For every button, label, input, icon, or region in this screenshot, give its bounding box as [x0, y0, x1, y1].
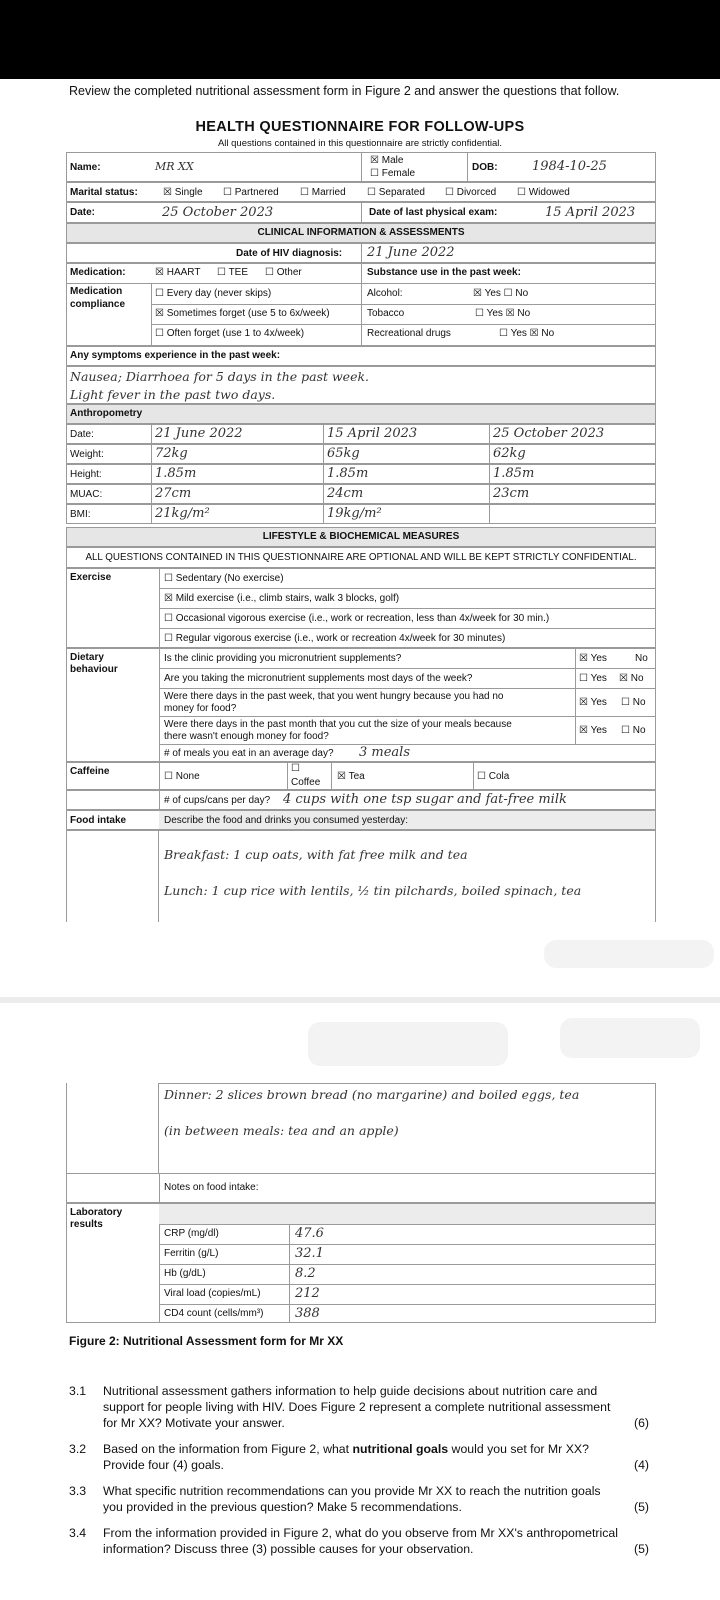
question-text-line: Provide four (4) goals. — [103, 1458, 224, 1472]
marital-option-divorced[interactable]: ☐ Divorced — [445, 187, 497, 198]
caffeine-option-coffee: Coffee — [291, 777, 321, 788]
substance-drugs-value[interactable]: ☐ Yes ☒ No — [499, 328, 555, 339]
blurred-area — [560, 1018, 700, 1058]
question-number: 3.4 — [69, 1526, 87, 1540]
date-row — [66, 202, 656, 223]
name-row — [66, 152, 656, 182]
question-number: 3.2 — [69, 1442, 87, 1456]
dietary-a3-no[interactable]: ☐ No — [621, 697, 646, 708]
medication-block — [66, 263, 656, 346]
dietary-label-1: Dietary — [70, 652, 104, 663]
question-marks: (5) — [633, 1500, 649, 1514]
dietary-label-2: behaviour — [70, 664, 118, 675]
food-breakfast: Breakfast: 1 cup oats, with fat free milk and tea — [164, 847, 468, 862]
anthro-bmi-2: 19kg/m² — [327, 506, 382, 521]
dob-label: DOB: — [472, 162, 498, 173]
exercise-option-regular[interactable]: ☐ Regular vigorous exercise (i.e., work or recreation 4x/week for 30 minutes) — [164, 633, 506, 644]
dietary-a1-yes[interactable]: ☒ Yes — [579, 653, 607, 664]
question-3-3 — [69, 1483, 649, 1515]
anthropometry-label: Anthropometry — [70, 408, 143, 419]
question-text-line: for Mr XX? Motivate your answer. — [103, 1416, 285, 1430]
compliance-option-sometimes[interactable]: ☒ Sometimes forget (use 5 to 6x/week) — [155, 308, 330, 319]
caffeine-row — [66, 762, 656, 790]
symptoms-box — [66, 366, 656, 404]
symptoms-line-2: Light fever in the past two days. — [70, 387, 276, 402]
question-text-line: would you set for Mr XX? — [448, 1442, 589, 1456]
compliance-option-every-day[interactable]: ☐ Every day (never skips) — [155, 288, 272, 299]
question-marks: (6) — [633, 1416, 649, 1430]
symptoms-header-row — [66, 346, 656, 366]
anthro-date-2: 15 April 2023 — [327, 426, 418, 441]
lab-label-1: Laboratory — [70, 1207, 123, 1218]
anthro-row-bmi — [66, 504, 656, 524]
question-number: 3.1 — [69, 1384, 87, 1398]
meals-label: # of meals you eat in an average day? — [164, 748, 334, 759]
optional-note-row — [66, 547, 656, 568]
dietary-a4-no[interactable]: ☐ No — [621, 725, 646, 736]
top-black-bar — [0, 0, 720, 79]
question-marks: (4) — [633, 1458, 649, 1472]
food-intake-label: Food intake — [70, 815, 127, 826]
marital-option-partnered[interactable]: ☐ Partnered — [223, 187, 279, 198]
lab-ferritin-label: Ferritin (g/L) — [164, 1248, 219, 1259]
question-number: 3.3 — [69, 1484, 87, 1498]
optional-note: ALL QUESTIONS CONTAINED IN THIS QUESTIONNAIRE ARE OPTIONAL AND WILL BE KEPT STRICTLY CONFIDENTIAL. — [85, 552, 637, 563]
lab-crp-label: CRP (mg/dl) — [164, 1228, 219, 1239]
food-notes-row — [66, 1173, 656, 1203]
food-intake-question: Describe the food and drinks you consumed yesterday: — [164, 815, 409, 826]
compliance-label-1: Medication — [70, 286, 123, 297]
substance-label: Substance use in the past week: — [367, 267, 521, 278]
sex-male-checkbox[interactable]: ☒ Male — [370, 155, 404, 166]
dob-value: 1984-10-25 — [532, 159, 607, 174]
exercise-option-sedentary[interactable]: ☐ Sedentary (No exercise) — [164, 573, 284, 584]
dietary-a3-yes[interactable]: ☒ Yes — [579, 697, 607, 708]
question-text-line: Based on the information from Figure 2, what — [103, 1442, 353, 1456]
anthro-date-1: 21 June 2022 — [155, 426, 243, 441]
question-emphasis: nutritional goals — [352, 1442, 449, 1456]
exercise-option-mild[interactable]: ☒ Mild exercise (i.e., climb stairs, walk 3 blocks, golf) — [164, 593, 400, 604]
dietary-q1: Is the clinic providing you micronutrient supplements? — [164, 653, 402, 664]
date-label: Date: — [70, 207, 96, 218]
question-3-2 — [69, 1441, 649, 1473]
anthro-bmi-1: 21kg/m² — [155, 506, 210, 521]
hiv-row — [66, 243, 656, 263]
medication-option-tee[interactable]: ☐ TEE — [217, 267, 249, 278]
caffeine-coffee-checkbox[interactable]: ☐ — [291, 763, 300, 774]
food-dinner: Dinner: 2 slices brown bread (no margarine) and boiled eggs, tea — [164, 1087, 580, 1102]
question-text-line: Nutritional assessment gathers information to help guide decisions about nutrition care and — [103, 1384, 598, 1398]
anthro-label-weight: Weight: — [70, 449, 104, 460]
anthro-label-bmi: BMI: — [70, 509, 91, 520]
anthro-muac-2: 24cm — [327, 486, 364, 501]
anthro-weight-2: 65kg — [327, 446, 360, 461]
caffeine-label: Caffeine — [70, 766, 110, 777]
anthro-label-muac: MUAC: — [70, 489, 103, 500]
lab-viral-load-label: Viral load (copies/mL) — [164, 1288, 261, 1299]
cups-label: # of cups/cans per day? — [164, 795, 271, 806]
meals-value: 3 meals — [359, 745, 411, 760]
medication-option-other[interactable]: ☐ Other — [265, 267, 302, 278]
blurred-area — [308, 1022, 508, 1066]
hiv-label: Date of HIV diagnosis: — [236, 248, 343, 259]
compliance-label-2: compliance — [70, 299, 126, 310]
lab-hb-label: Hb (g/dL) — [164, 1268, 206, 1279]
form-subtitle: All questions contained in this questionnaire are strictly confidential. — [217, 138, 503, 149]
symptoms-line-1: Nausea; Diarrhoea for 5 days in the past week. — [70, 369, 370, 384]
lab-crp-value: 47.6 — [295, 1226, 324, 1241]
food-intake-row — [66, 810, 656, 830]
compliance-option-often[interactable]: ☐ Often forget (use 1 to 4x/week) — [155, 328, 305, 339]
blurred-area — [544, 940, 714, 968]
anthro-label-height: Height: — [70, 469, 102, 480]
question-text-line: From the information provided in Figure 2, what do you observe from Mr XX's anthropometrical — [103, 1526, 618, 1540]
lifestyle-header: LIFESTYLE & BIOCHEMICAL MEASURES — [262, 531, 460, 542]
marital-row — [66, 182, 656, 202]
name-label: Name: — [70, 162, 101, 173]
dietary-q4-line-1: Were there days in the past month that you cut the size of your meals because — [164, 719, 512, 730]
substance-tobacco-value[interactable]: ☐ Yes ☒ No — [475, 308, 531, 319]
anthro-weight-1: 72kg — [155, 446, 188, 461]
food-notes-label: Notes on food intake: — [164, 1182, 259, 1193]
intro-text: Review the completed nutritional assessment form in Figure 2 and answer the questions that follow. — [69, 84, 620, 98]
anthro-height-3: 1.85m — [493, 466, 535, 481]
anthro-muac-3: 23cm — [493, 486, 530, 501]
anthro-row-muac — [66, 484, 656, 504]
dietary-q2: Are you taking the micronutrient supplements most days of the week? — [164, 673, 473, 684]
lab-cd4-value: 388 — [295, 1306, 320, 1321]
substance-alcohol-value[interactable]: ☒ Yes ☐ No — [473, 288, 529, 299]
lab-viral-load-value: 212 — [295, 1286, 320, 1301]
marital-option-married[interactable]: ☐ Married — [300, 187, 346, 198]
date-value: 25 October 2023 — [162, 205, 274, 220]
substance-alcohol: Alcohol: — [367, 288, 403, 299]
lifestyle-header-row — [66, 527, 656, 547]
symptoms-label: Any symptoms experience in the past week: — [70, 350, 281, 361]
anthro-height-2: 1.85m — [327, 466, 369, 481]
clinical-header-row — [66, 223, 656, 243]
lab-label-2: results — [70, 1219, 103, 1230]
last-exam-label: Date of last physical exam: — [369, 207, 498, 218]
anthro-date-3: 25 October 2023 — [493, 426, 605, 441]
food-between-meals: (in between meals: tea and an apple) — [164, 1123, 399, 1138]
figure-caption: Figure 2: Nutritional Assessment form for Mr XX — [69, 1334, 344, 1348]
form-title: HEALTH QUESTIONNAIRE FOR FOLLOW-UPS — [195, 119, 525, 135]
question-text-line: information? Discuss three (3) possible causes for your observation. — [103, 1542, 474, 1556]
caffeine-option-none[interactable]: ☐ None — [164, 771, 200, 782]
page-break — [0, 997, 720, 1003]
question-text-line: you provided in the previous question? Make 5 recommendations. — [103, 1500, 462, 1514]
dietary-a2-no[interactable]: ☒ No — [619, 673, 644, 684]
marital-label: Marital status: — [70, 187, 138, 198]
question-3-1 — [69, 1383, 649, 1431]
cups-row — [66, 790, 656, 810]
question-3-4 — [69, 1525, 649, 1557]
sex-female-checkbox[interactable]: ☐ Female — [370, 168, 416, 179]
exercise-label: Exercise — [70, 572, 112, 583]
dietary-a4-yes[interactable]: ☒ Yes — [579, 725, 607, 736]
food-lunch: Lunch: 1 cup rice with lentils, ½ tin pilchards, boiled spinach, tea — [164, 883, 582, 898]
question-text-line: support for people living with HIV. Does Figure 2 represent a complete nutritional assessment — [103, 1400, 611, 1414]
medication-option-haart[interactable]: ☒ HAART — [155, 267, 201, 278]
exercise-option-occasional[interactable]: ☐ Occasional vigorous exercise (i.e., work or recreation, less than 4x/week for 30 min.) — [164, 613, 550, 624]
caffeine-option-cola[interactable]: ☐ Cola — [477, 771, 510, 782]
lab-ferritin-value: 32.1 — [295, 1246, 324, 1261]
cups-value: 4 cups with one tsp sugar and fat-free milk — [283, 792, 567, 807]
dietary-q3-line-1: Were there days in the past week, that you went hungry because you had no — [164, 691, 504, 702]
dietary-q4-line-2: there wasn't enough money for food? — [164, 731, 329, 742]
question-text-line: What specific nutrition recommendations can you provide Mr XX to reach the nutrition goals — [103, 1484, 601, 1498]
name-value: MR XX — [155, 160, 194, 173]
anthro-row-date — [66, 424, 656, 444]
food-intake-box-top — [66, 830, 656, 922]
food-intake-box-bottom — [66, 1083, 656, 1173]
laboratory-block — [66, 1203, 656, 1323]
exercise-block — [66, 568, 656, 648]
dietary-a2-yes[interactable]: ☐ Yes — [579, 673, 607, 684]
anthro-label-date: Date: — [70, 429, 94, 440]
substance-drugs: Recreational drugs — [367, 328, 451, 339]
anthropometry-header-row — [66, 404, 656, 424]
last-exam-value: 15 April 2023 — [545, 205, 636, 220]
clinical-header: CLINICAL INFORMATION & ASSESSMENTS — [257, 227, 465, 238]
anthro-row-height — [66, 464, 656, 484]
question-marks: (5) — [633, 1542, 649, 1556]
anthro-height-1: 1.85m — [155, 466, 197, 481]
dietary-a1-no[interactable]: No — [635, 653, 648, 664]
dietary-block — [66, 648, 656, 762]
marital-option-separated[interactable]: ☐ Separated — [367, 187, 425, 198]
marital-option-widowed[interactable]: ☐ Widowed — [517, 187, 570, 198]
anthro-weight-3: 62kg — [493, 446, 526, 461]
medication-label: Medication: — [70, 267, 126, 278]
dietary-q3-line-2: money for food? — [164, 703, 237, 714]
anthro-row-weight — [66, 444, 656, 464]
hiv-value: 21 June 2022 — [367, 245, 455, 260]
marital-option-single[interactable]: ☒ Single — [163, 187, 203, 198]
substance-tobacco: Tobacco — [367, 308, 405, 319]
anthro-muac-1: 27cm — [155, 486, 192, 501]
lab-cd4-label: CD4 count (cells/mm³) — [164, 1308, 264, 1319]
lab-hb-value: 8.2 — [295, 1266, 316, 1281]
caffeine-option-tea[interactable]: ☒ Tea — [337, 771, 365, 782]
